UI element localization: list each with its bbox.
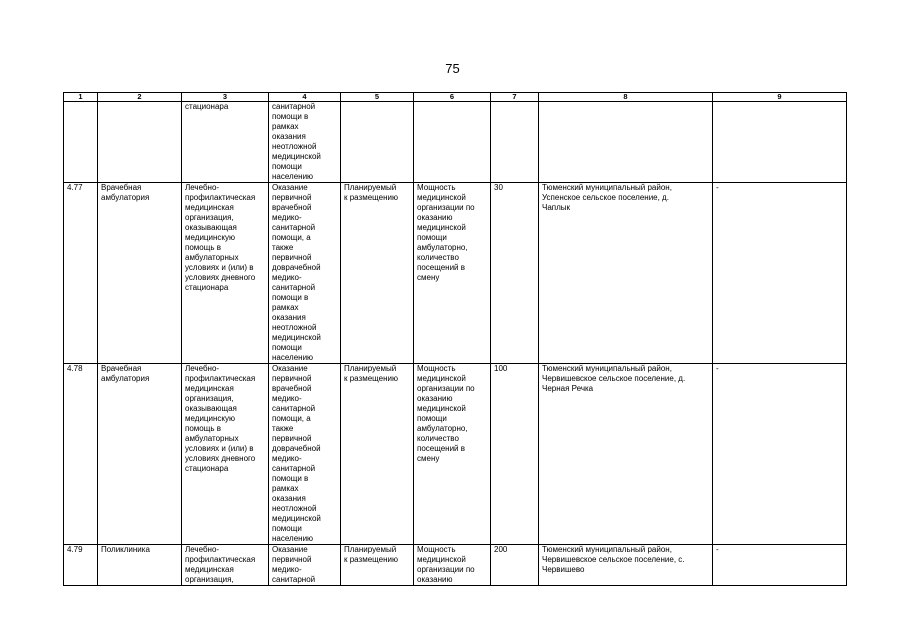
table-cell: 30 <box>491 183 539 364</box>
table-cell: Мощность медицинской организации по оказанию медицинской помощи амбулаторно, количество посещений в смену <box>414 183 491 364</box>
table-cell: 200 <box>491 545 539 586</box>
table-row <box>64 102 847 183</box>
table-cell: Лечебно- профилактическая медицинская организация, оказывающая медицинскую помощь в амбулаторных условиях и (или) в условиях дневного стационара <box>182 364 269 545</box>
table-cell: санитарной помощи в рамках оказания неотложной медицинской помощи населению <box>269 102 341 183</box>
table-cell: 4.78 <box>64 364 98 545</box>
column-header: 7 <box>491 93 539 102</box>
table-cell <box>341 102 414 183</box>
table-cell: Лечебно- профилактическая медицинская организация, оказывающая медицинскую помощь в амбулаторных условиях и (или) в условиях дневного стационара <box>182 183 269 364</box>
table-cell: Тюменский муниципальный район, Успенское сельское поселение, д. Чаплык <box>539 183 713 364</box>
table-cell: 100 <box>491 364 539 545</box>
table-cell <box>414 102 491 183</box>
table-row <box>64 183 847 364</box>
table-cell: Поликлиника <box>98 545 182 586</box>
table-cell: Мощность медицинской организации по оказанию медицинской помощи амбулаторно, количество посещений в смену <box>414 364 491 545</box>
table-cell <box>98 102 182 183</box>
table-cell: Тюменский муниципальный район, Червишевское сельское поселение, д. Черная Речка <box>539 364 713 545</box>
column-header: 4 <box>269 93 341 102</box>
table-cell: стационара <box>182 102 269 183</box>
table-cell: Оказание первичной врачебной медико- санитарной помощи, а также первичной доврачебной медико- санитарной помощи в рамках оказания неотложной медицинской помощи населению <box>269 364 341 545</box>
table-cell: 4.79 <box>64 545 98 586</box>
column-header: 5 <box>341 93 414 102</box>
table-cell <box>539 102 713 183</box>
table-cell: Врачебная амбулатория <box>98 183 182 364</box>
document-table <box>63 92 847 586</box>
table-cell: Врачебная амбулатория <box>98 364 182 545</box>
column-header: 1 <box>64 93 98 102</box>
column-header: 6 <box>414 93 491 102</box>
column-header: 8 <box>539 93 713 102</box>
table-cell <box>491 102 539 183</box>
column-header: 3 <box>182 93 269 102</box>
page-number: 75 <box>445 61 460 76</box>
table-cell: Планируемый к размещению <box>341 183 414 364</box>
table-cell: Мощность медицинской организации по оказанию <box>414 545 491 586</box>
column-header: 9 <box>713 93 847 102</box>
table-header-row <box>64 93 847 102</box>
table-cell: - <box>713 183 847 364</box>
table-cell: Оказание первичной медико- санитарной <box>269 545 341 586</box>
column-header: 2 <box>98 93 182 102</box>
table-cell: Оказание первичной врачебной медико- санитарной помощи, а также первичной доврачебной медико- санитарной помощи в рамках оказания неотложной медицинской помощи населению <box>269 183 341 364</box>
table-cell: 4.77 <box>64 183 98 364</box>
table-cell: - <box>713 545 847 586</box>
table-row <box>64 364 847 545</box>
table-cell: - <box>713 364 847 545</box>
table-cell: Планируемый к размещению <box>341 545 414 586</box>
table-cell: Лечебно- профилактическая медицинская организация, <box>182 545 269 586</box>
table-row <box>64 545 847 586</box>
table-cell <box>64 102 98 183</box>
table-cell <box>713 102 847 183</box>
table-cell: Тюменский муниципальный район, Червишевское сельское поселение, с. Червишево <box>539 545 713 586</box>
table-cell: Планируемый к размещению <box>341 364 414 545</box>
